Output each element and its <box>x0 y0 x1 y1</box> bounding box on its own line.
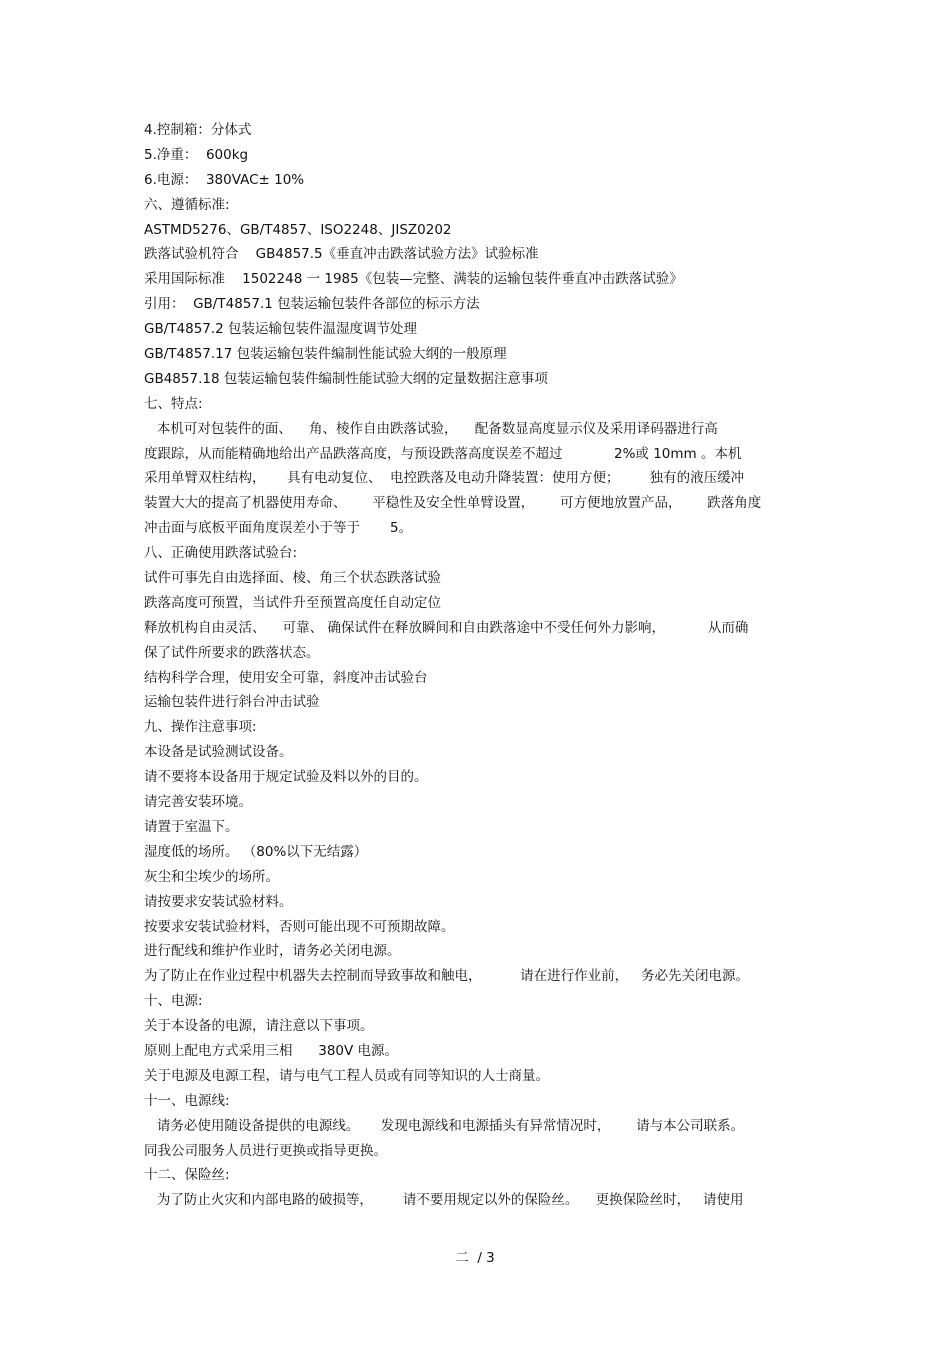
text-line: 十、电源: <box>144 993 203 1010</box>
text-line: 请按要求安装试验材料。 <box>144 893 293 910</box>
text-line: 湿度低的场所。 （80%以下无结露） <box>144 843 368 860</box>
text-line: 进行配线和维护作业时，请务必关闭电源。 <box>144 943 401 960</box>
text-line: 十一、电源线: <box>144 1092 230 1109</box>
text-line: 灰尘和尘埃少的场所。 <box>144 868 279 885</box>
text-line: 关于本设备的电源，请注意以下事项。 <box>144 1018 374 1035</box>
text-line: 请完善安装环境。 <box>144 794 252 811</box>
text-line: 引用： GB/T4857.1 包装运输包装件各部位的标示方法 <box>144 296 480 313</box>
document-body <box>144 118 809 1213</box>
text-line: 六、遵循标准: <box>144 196 230 213</box>
text-line: GB4857.18 包装运输包装件编制性能试验大纲的定量数据注意事项 <box>144 370 548 387</box>
text-line: 按要求安装试验材料，否则可能出现不可预期故障。 <box>144 918 455 935</box>
text-line: 关于电源及电源工程，请与电气工程人员或有同等知识的人士商量。 <box>144 1067 549 1084</box>
text-line: 运输包装件进行斜台冲击试验 <box>144 694 320 711</box>
text-line: 跌落试验机符合 GB4857.5《垂直冲击跌落试验方法》试验标准 <box>144 246 539 263</box>
text-line: 请不要将本设备用于规定试验及料以外的目的。 <box>144 769 428 786</box>
text-line: ASTMD5276、GB/T4857、ISO2248、JISZ0202 <box>144 221 452 238</box>
text-line: 原则上配电方式采用三相 380V 电源。 <box>144 1042 399 1059</box>
text-line: 释放机构自由灵活、 可靠、 确保试件在释放瞬间和自由跌落途中不受任何外力影响， 从而确 <box>144 619 749 636</box>
text-line: 九、操作注意事项: <box>144 719 257 736</box>
text-line: 为了防止在作业过程中机器失去控制而导致事故和触电， 请在进行作业前， 务必先关闭电源。 <box>144 968 749 985</box>
text-line: 十二、保险丝: <box>144 1167 230 1184</box>
text-line: 七、特点: <box>144 395 203 412</box>
text-line: 同我公司服务人员进行更换或指导更换。 <box>144 1142 387 1159</box>
text-line: 冲击面与底板平面角度误差小于等于 5。 <box>144 520 413 537</box>
text-line: 为了防止火灾和内部电路的破损等， 请不要用规定以外的保险丝。 更换保险丝时， 请使用 <box>144 1192 744 1209</box>
text-line: 5.净重： 600kg <box>144 146 249 163</box>
text-line: 装置大大的提高了机器使用寿命、 平稳性及安全性单臂设置， 可方便地放置产品， 跌落角度 <box>144 495 762 512</box>
text-line: 八、正确使用跌落试验台: <box>144 545 298 562</box>
page-number: 二 / 3 <box>455 1250 495 1266</box>
text-line: 采用国际标准 1502248 一 1985《包装—完整、满装的运输包装件垂直冲击跌落试验》 <box>144 271 683 288</box>
text-line: 本机可对包装件的面、 角、棱作自由跌落试验， 配备数显高度显示仪及采用译码器进行高 <box>144 420 718 437</box>
text-line: 请务必使用随设备提供的电源线。 发现电源线和电源插头有异常情况时， 请与本公司联系。 <box>144 1117 745 1134</box>
text-line: 保了试件所要求的跌落状态。 <box>144 644 320 661</box>
text-line: 请置于室温下。 <box>144 818 239 835</box>
text-line: 度跟踪，从而能精确地给出产品跌落高度，与预设跌落高度误差不超过 2%或 10mm 。本机 <box>144 445 742 462</box>
text-line: 试件可事先自由选择面、棱、角三个状态跌落试验 <box>144 570 441 587</box>
text-line: 采用单臂双柱结构， 具有电动复位、 电控跌落及电动升降装置：使用方便； 独有的液压缓冲 <box>144 470 745 487</box>
text-line: 结构科学合理，使用安全可靠，斜度冲击试验台 <box>144 669 428 686</box>
text-line: 4.控制箱：分体式 <box>144 122 252 138</box>
text-line: GB/T4857.17 包装运输包装件编制性能试验大纲的一般原理 <box>144 346 507 363</box>
text-line: 跌落高度可预置，当试件升至预置高度任自动定位 <box>144 594 441 611</box>
text-line: 6.电源： 380VAC± 10% <box>144 171 305 188</box>
text-line: GB/T4857.2 包装运输包装件温湿度调节处理 <box>144 321 418 338</box>
text-line: 本设备是试验测试设备。 <box>144 744 293 761</box>
